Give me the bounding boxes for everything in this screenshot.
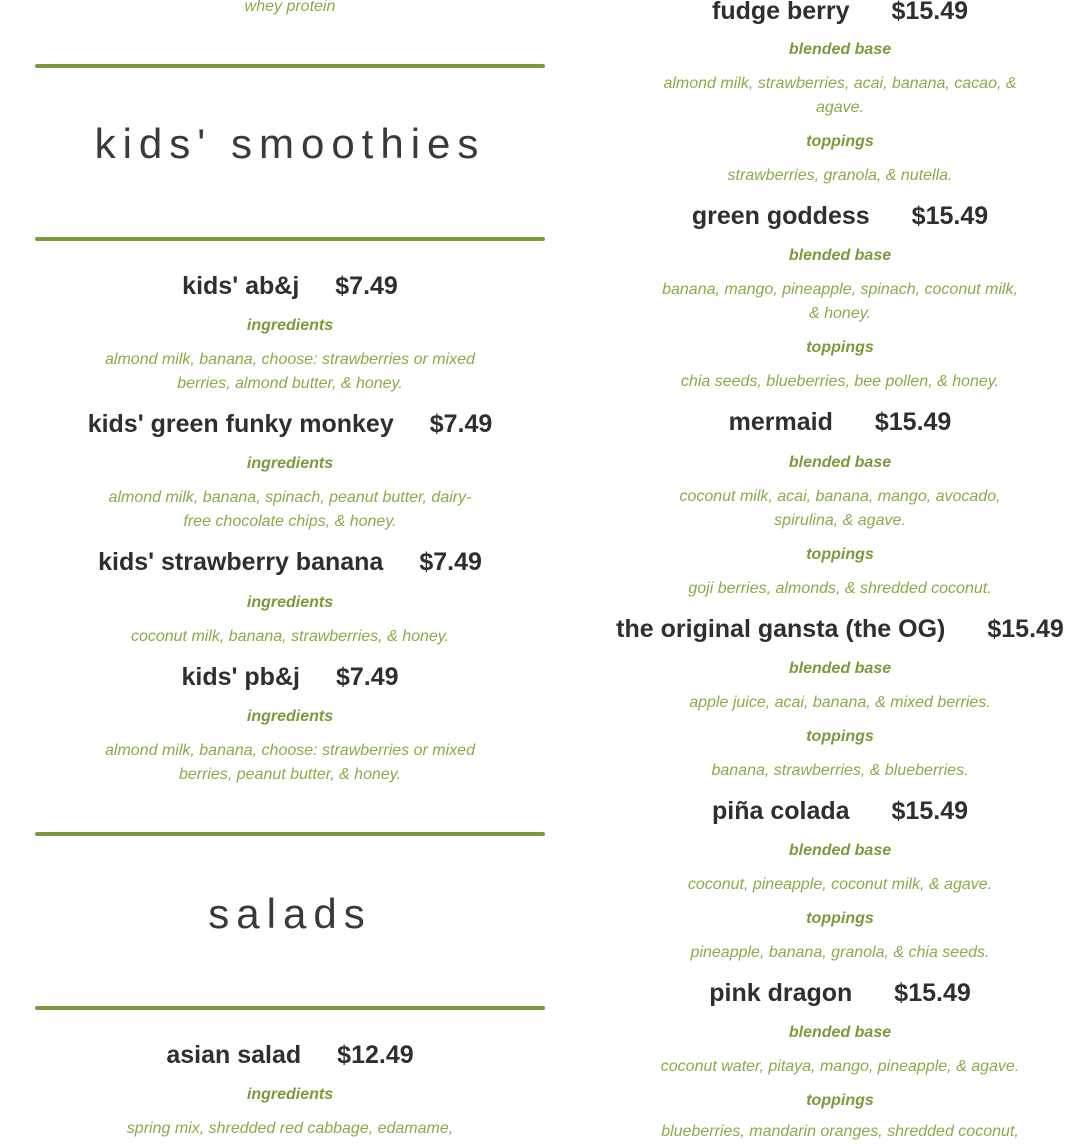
ingredients-label: ingredients <box>246 708 334 725</box>
toppings-label: toppings <box>806 339 874 356</box>
item-price: $7.49 <box>419 548 482 576</box>
item-toppings: goji berries, almonds, & shredded coconut. <box>688 580 992 597</box>
item-description: coconut milk, acai, banana, mango, avocado, spirulina, & agave. <box>679 488 1001 529</box>
blended-base-label: blended base <box>788 247 892 264</box>
item-price: $12.49 <box>337 1041 414 1069</box>
item-name: asian salad <box>166 1041 302 1069</box>
section-title-salads: salads <box>208 890 372 937</box>
item-price: $7.49 <box>335 272 398 300</box>
menu-item-heading <box>35 272 545 301</box>
toppings-label: toppings <box>806 133 874 150</box>
menu-item-heading <box>565 202 1090 231</box>
item-description: spring mix, shredded red cabbage, edamame, <box>126 1120 454 1137</box>
item-toppings: strawberries, granola, & nutella. <box>727 167 953 184</box>
toppings-label: toppings <box>806 728 874 745</box>
section-title-kids: kids' smoothies <box>94 120 486 167</box>
ingredients-label: ingredients <box>246 317 334 334</box>
blended-base-label: blended base <box>788 1024 892 1041</box>
item-name: mermaid <box>728 408 833 436</box>
menu-item-heading <box>565 797 1090 826</box>
item-price: $15.49 <box>911 202 989 230</box>
item-description: almond milk, banana, spinach, peanut butter, dairy-free chocolate chips, & honey. <box>108 489 472 530</box>
blended-base-label: blended base <box>788 41 892 58</box>
menu-item-heading <box>565 408 1090 437</box>
menu-item-heading <box>565 979 1090 1008</box>
item-price: $15.49 <box>874 408 952 436</box>
intro-fragment: whey protein <box>244 0 336 15</box>
menu-item-heading <box>35 663 545 692</box>
divider <box>35 832 545 836</box>
item-description: apple juice, acai, banana, & mixed berries. <box>689 694 991 711</box>
menu-item-heading <box>565 615 1090 644</box>
item-description: coconut water, pitaya, mango, pineapple, & agave. <box>660 1058 1020 1075</box>
item-price: $7.49 <box>429 410 493 438</box>
blended-base-label: blended base <box>788 842 892 859</box>
menu-item-heading <box>565 0 1090 26</box>
ingredients-label: ingredients <box>246 1086 334 1103</box>
toppings-label: toppings <box>806 546 874 563</box>
item-toppings: blueberries, mandarin oranges, shredded coconut, <box>661 1123 1019 1140</box>
item-name: piña colada <box>711 797 850 825</box>
menu-item-heading <box>35 1041 545 1070</box>
blended-base-label: blended base <box>788 454 892 471</box>
item-description: coconut milk, banana, strawberries, & honey. <box>130 628 450 645</box>
item-name: kids' pb&j <box>181 663 300 691</box>
item-name: the original gansta (the OG) <box>616 615 946 643</box>
item-name: kids' green funky monkey <box>87 410 394 438</box>
item-toppings: pineapple, banana, granola, & chia seeds. <box>690 944 990 961</box>
item-toppings: banana, strawberries, & blueberries. <box>711 762 969 779</box>
item-price: $15.49 <box>987 615 1064 643</box>
item-description: almond milk, strawberries, acai, banana, cacao, & agave. <box>663 75 1017 116</box>
ingredients-label: ingredients <box>246 594 334 611</box>
item-price: $7.49 <box>335 663 399 691</box>
item-description: banana, mango, pineapple, spinach, coconut milk, & honey. <box>662 281 1018 322</box>
item-description: coconut, pineapple, coconut milk, & agave. <box>687 876 993 893</box>
item-name: kids' ab&j <box>182 272 300 300</box>
divider <box>35 64 545 68</box>
menu-item-heading <box>35 410 545 439</box>
item-name: pink dragon <box>709 979 853 1007</box>
item-price: $15.49 <box>891 797 968 825</box>
divider <box>35 237 545 241</box>
item-toppings: chia seeds, blueberries, bee pollen, & honey. <box>680 373 1000 390</box>
toppings-label: toppings <box>806 1092 874 1109</box>
item-name: green goddess <box>691 202 870 230</box>
item-price: $15.49 <box>894 979 971 1007</box>
item-description: almond milk, banana, choose: strawberries or mixed berries, almond butter, & honey. <box>105 351 475 392</box>
blended-base-label: blended base <box>788 660 892 677</box>
menu-item-heading <box>35 548 545 577</box>
item-name: fudge berry <box>712 0 850 25</box>
divider <box>35 1006 545 1010</box>
item-price: $15.49 <box>891 0 968 25</box>
item-name: kids' strawberry banana <box>98 548 384 576</box>
ingredients-label: ingredients <box>246 455 334 472</box>
toppings-label: toppings <box>806 910 874 927</box>
item-description: almond milk, banana, choose: strawberries or mixed berries, peanut butter, & honey. <box>105 742 475 783</box>
